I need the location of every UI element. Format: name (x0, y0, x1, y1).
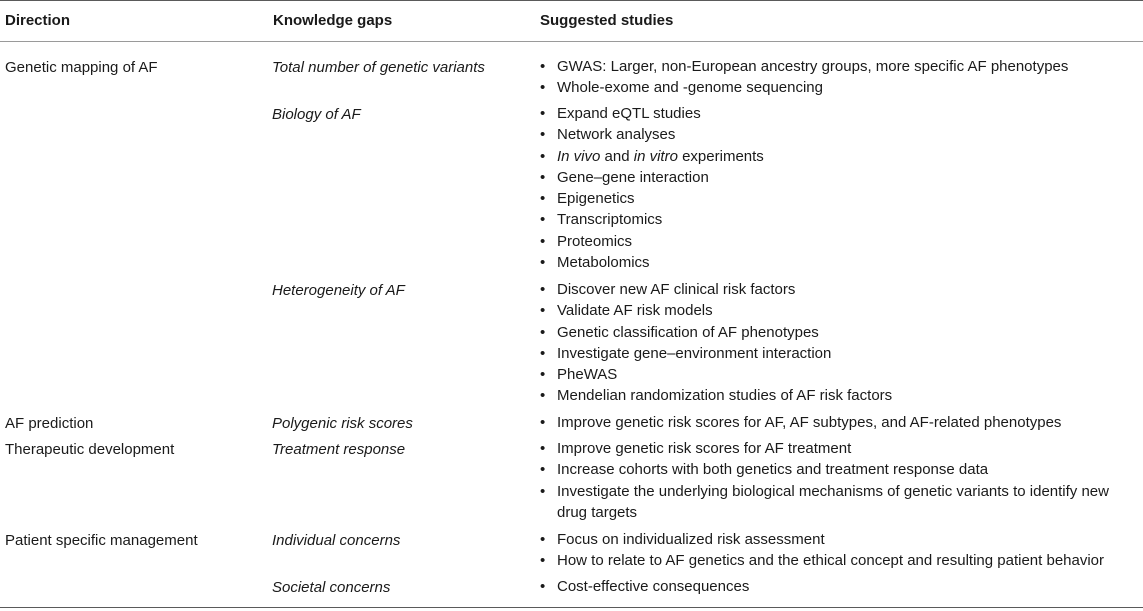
list-item: • Network analyses (540, 124, 1140, 145)
direction-patient-specific-management: Patient specific management (5, 532, 198, 549)
studies-biology-of-af (540, 103, 1140, 273)
header-knowledge-gaps: Knowledge gaps (273, 12, 393, 29)
studies-heterogeneity-of-af (540, 279, 1140, 407)
list-item: • Expand eQTL studies (540, 103, 1140, 124)
and-text: and (600, 147, 634, 165)
header-direction: Direction (5, 12, 71, 29)
list-item-multiline (540, 481, 1140, 524)
list-item: • Epigenetics (540, 188, 1140, 209)
list-item: • Discover new AF clinical risk factors (540, 279, 1140, 300)
list-item: • How to relate to AF genetics and the ethical concept and resulting patient behavior (540, 550, 1140, 571)
studies-polygenic-risk-scores (540, 412, 1140, 433)
list-item: • Validate AF risk models (540, 300, 1140, 321)
list-item: • Investigate gene–environment interaction (540, 343, 1140, 364)
list-item: • GWAS: Larger, non-European ancestry groups, more specific AF phenotypes (540, 56, 1140, 77)
list-item: • Transcriptomics (540, 209, 1140, 230)
item-line-1: Investigate the underlying biological mechanisms of genetic variants to identify new (557, 482, 1109, 500)
item-line-2: drug targets (557, 503, 638, 521)
table-top-rule (0, 0, 1143, 1)
list-item: • Improve genetic risk scores for AF treatment (540, 438, 1140, 459)
studies-treatment-response (540, 438, 1140, 523)
list-item: • Whole-exome and -genome sequencing (540, 77, 1140, 98)
studies-societal-concerns (540, 576, 1140, 597)
studies-total-genetic-variants (540, 56, 1140, 99)
direction-therapeutic-development: Therapeutic development (5, 441, 175, 458)
gap-total-genetic-variants: Total number of genetic variants (272, 59, 485, 76)
list-item-in-vivo-in-vitro (540, 146, 1140, 167)
experiments-text: experiments (677, 147, 764, 165)
gap-biology-of-af: Biology of AF (272, 106, 361, 123)
direction-af-prediction: AF prediction (5, 415, 94, 432)
list-item: • Gene–gene interaction (540, 167, 1140, 188)
list-item: • Proteomics (540, 231, 1140, 252)
gap-individual-concerns: Individual concerns (272, 532, 401, 549)
list-item: • Metabolomics (540, 252, 1140, 273)
list-item: • Improve genetic risk scores for AF, AF subtypes, and AF-related phenotypes (540, 412, 1140, 433)
header-suggested-studies: Suggested studies (540, 12, 674, 29)
header-rule (0, 41, 1143, 42)
direction-genetic-mapping: Genetic mapping of AF (5, 59, 158, 76)
list-item: • PheWAS (540, 364, 1140, 385)
list-item: • Genetic classification of AF phenotypes (540, 322, 1140, 343)
gap-heterogeneity-of-af: Heterogeneity of AF (272, 282, 405, 299)
gap-polygenic-risk-scores: Polygenic risk scores (272, 415, 413, 432)
gap-societal-concerns: Societal concerns (272, 579, 391, 596)
list-item: • Cost-effective consequences (540, 576, 1140, 597)
in-vivo-text: In vivo (557, 147, 601, 165)
list-item: • Increase cohorts with both genetics and treatment response data (540, 459, 1140, 480)
gap-treatment-response: Treatment response (272, 441, 406, 458)
list-item: • Focus on individualized risk assessment (540, 529, 1140, 550)
table-bottom-rule (0, 607, 1143, 608)
list-item: • Mendelian randomization studies of AF risk factors (540, 385, 1140, 406)
in-vitro-text: in vitro (633, 147, 678, 165)
studies-individual-concerns (540, 529, 1140, 572)
